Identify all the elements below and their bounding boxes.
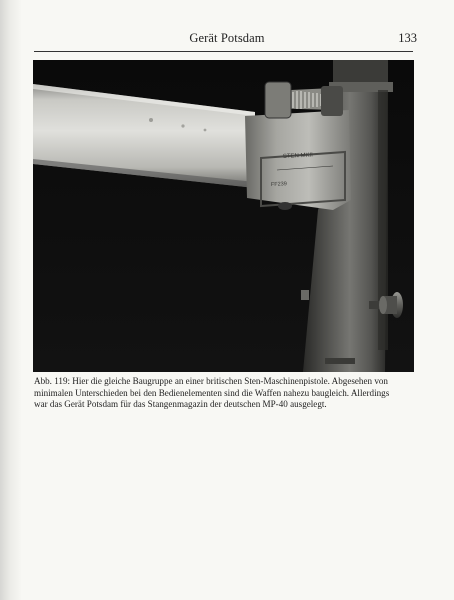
running-header-title: Gerät Potsdam: [189, 31, 265, 45]
page-number: 133: [398, 31, 417, 45]
caption-line: minimalen Unterschieden bei den Bedienelementen sind die Waffen nahezu baugleich. Allerdings: [34, 387, 390, 398]
figure-caption: [34, 376, 416, 411]
header-rule: [34, 51, 413, 52]
caption-line: war das Gerät Potsdam für das Stangenmagazin der deutschen MP-40 ausgelegt.: [34, 399, 327, 410]
figure-photo: [33, 60, 414, 372]
housing-serial: FF239: [270, 181, 287, 188]
caption-line: Abb. 119: Hier die gleiche Baugruppe an einer britischen Sten-Maschinenpistole. Abgesehen von: [34, 376, 388, 386]
housing-stamp: STEN MKII: [282, 152, 314, 160]
page-gutter-shadow: [0, 0, 22, 600]
